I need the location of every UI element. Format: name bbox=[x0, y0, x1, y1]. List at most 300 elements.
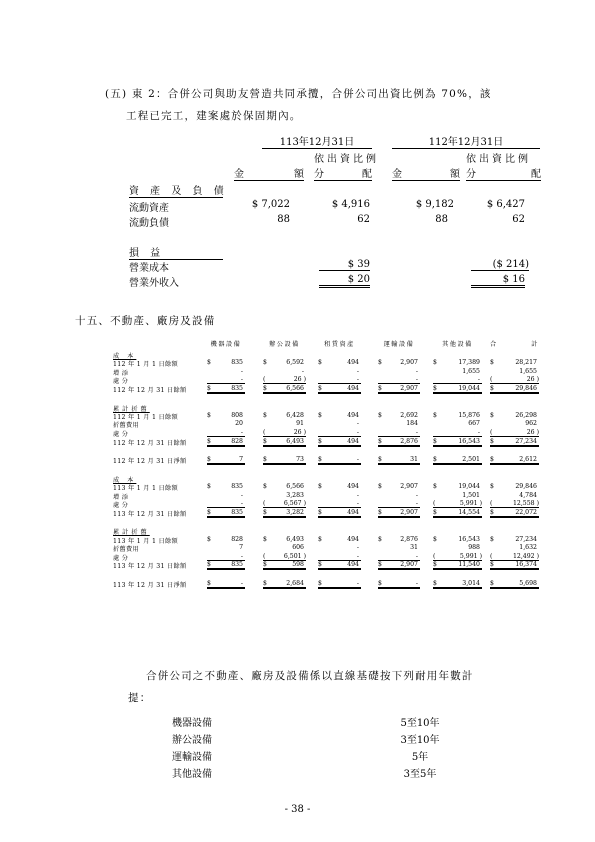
ppe-cell bbox=[207, 429, 245, 437]
ppe-cell bbox=[263, 561, 306, 570]
ppe-cell bbox=[433, 492, 482, 499]
ppe-cell bbox=[490, 492, 539, 499]
ppe-cell bbox=[263, 536, 306, 543]
ppe-cell bbox=[433, 376, 482, 384]
cell-value: 2,907 bbox=[400, 508, 418, 516]
cell-value: - bbox=[356, 580, 359, 587]
ppe-block-title: 累計折舊 bbox=[113, 529, 150, 537]
cell-value: 2,612 bbox=[519, 456, 537, 464]
ppe-cell bbox=[318, 536, 361, 543]
jv-note-line-2: 工程已完工，建案處於保固期內。 bbox=[126, 110, 302, 122]
jv-share-label-right: 配 bbox=[362, 169, 372, 180]
ppe-cell bbox=[318, 368, 361, 375]
ppe-cell bbox=[207, 536, 245, 543]
currency-symbol: $ bbox=[263, 437, 267, 445]
cell-value: 73 bbox=[296, 456, 304, 464]
ppe-cell bbox=[490, 509, 539, 518]
cell-value: 835 bbox=[231, 385, 243, 392]
cell-value: 4,784 bbox=[519, 491, 537, 499]
ppe-cell bbox=[263, 412, 306, 419]
ppe-cell bbox=[433, 561, 482, 570]
jv-row-label: 流動資產 bbox=[129, 203, 169, 214]
ppe-cell bbox=[207, 553, 245, 561]
ppe-cell bbox=[263, 420, 306, 427]
cell-value: 828 bbox=[231, 437, 243, 445]
cell-value: 494 bbox=[347, 561, 359, 569]
currency-symbol: $ bbox=[318, 359, 322, 367]
cell-value: - bbox=[240, 491, 243, 499]
ppe-cell bbox=[433, 509, 482, 518]
cell-value: 14,554 bbox=[458, 508, 480, 516]
ppe-cell bbox=[433, 429, 482, 437]
currency-symbol: $ bbox=[378, 483, 382, 490]
ppe-cell bbox=[378, 376, 420, 384]
jv-cell: $ 20 bbox=[319, 274, 370, 288]
cell-value: - bbox=[415, 580, 418, 587]
cell-value: - bbox=[240, 552, 243, 560]
ppe-cell bbox=[318, 376, 361, 384]
ppe-cell bbox=[433, 359, 482, 366]
cell-value: - bbox=[415, 491, 418, 499]
ppe-cell bbox=[490, 429, 539, 437]
ppe-cell bbox=[378, 483, 420, 490]
ppe-cell bbox=[263, 359, 306, 366]
currency-symbol: $ bbox=[433, 385, 437, 392]
ppe-cell bbox=[318, 492, 361, 499]
asset-life: 5至10年 bbox=[400, 718, 440, 729]
ppe-row-label: 112 年 1 月 1 日餘額 bbox=[113, 361, 178, 369]
cell-value: - bbox=[240, 580, 243, 587]
ppe-cell bbox=[263, 544, 306, 551]
ppe-cell bbox=[318, 509, 361, 518]
cell-value: 16,543 bbox=[458, 437, 480, 445]
open-paren: ( bbox=[263, 500, 266, 508]
jv-cell: $ 4,916 bbox=[331, 199, 370, 210]
open-paren: ( bbox=[263, 552, 266, 560]
currency-symbol: $ bbox=[318, 483, 322, 490]
jv-share-label-left: 分 bbox=[314, 169, 324, 180]
ppe-cell bbox=[378, 359, 420, 366]
currency-symbol: $ bbox=[433, 411, 437, 419]
ppe-cell bbox=[378, 553, 420, 561]
cell-value: 828 bbox=[231, 535, 243, 543]
cell-value: 2,876 bbox=[400, 437, 418, 445]
cell-value: 962 bbox=[525, 420, 537, 428]
jv-cell: $ 9,182 bbox=[415, 199, 454, 210]
currency-symbol: $ bbox=[318, 411, 322, 419]
ppe-cell bbox=[378, 509, 420, 518]
cell-value: 27,234 bbox=[515, 535, 537, 543]
cell-value: 1,632 bbox=[519, 544, 537, 552]
ppe-cell bbox=[490, 483, 539, 490]
ppe-column-header: 租賃資產 bbox=[324, 341, 355, 348]
currency-symbol: $ bbox=[490, 580, 494, 587]
jv-note-line-1: (五) 東 2：合併公司與助友營造共同承攬，合併公司出資比例為 70%，該 bbox=[105, 88, 492, 100]
asset-name: 其他設備 bbox=[172, 769, 212, 780]
currency-symbol: $ bbox=[207, 437, 211, 445]
jv-cell: $ 39 bbox=[319, 259, 370, 271]
cell-value: - bbox=[356, 544, 359, 552]
ppe-cell bbox=[490, 580, 539, 589]
currency-symbol: $ bbox=[490, 535, 494, 543]
ppe-cell bbox=[207, 544, 245, 551]
section-15-title: 十五、不動產、廠房及設備 bbox=[75, 315, 216, 327]
currency-symbol: $ bbox=[263, 385, 267, 392]
cell-value: - bbox=[240, 500, 243, 508]
cell-value: 1,655 bbox=[462, 367, 480, 375]
open-paren: ( bbox=[433, 500, 436, 508]
cell-value: - bbox=[477, 376, 480, 384]
ppe-cell bbox=[207, 580, 245, 589]
ppe-cell bbox=[378, 536, 420, 543]
ppe-cell bbox=[490, 359, 539, 366]
ppe-cell bbox=[490, 385, 539, 394]
cell-value: 91 bbox=[296, 420, 304, 428]
cell-value: 26 ) bbox=[526, 376, 539, 384]
cell-value: 494 bbox=[347, 385, 359, 392]
cell-value: - bbox=[356, 491, 359, 499]
ppe-cell bbox=[433, 456, 482, 465]
cell-value: 15,876 bbox=[458, 411, 480, 419]
cell-value: 6,566 bbox=[286, 483, 304, 490]
cell-value: - bbox=[356, 367, 359, 375]
jv-cell: ($ 214) bbox=[471, 259, 529, 271]
cell-value: - bbox=[356, 552, 359, 560]
cell-value: 26 ) bbox=[526, 429, 539, 436]
ppe-row-label: 112 年 1 月 1 日餘額 bbox=[113, 413, 178, 421]
ppe-cell bbox=[263, 376, 306, 384]
open-paren: ( bbox=[263, 429, 266, 436]
cell-value: 1,655 bbox=[519, 367, 537, 375]
currency-symbol: $ bbox=[263, 483, 267, 490]
ppe-column-header: 機器設備 bbox=[210, 341, 242, 348]
cell-value: - bbox=[240, 429, 243, 436]
cell-value: 6,592 bbox=[286, 359, 304, 367]
ppe-cell bbox=[433, 412, 482, 419]
ppe-row-label: 處 分 bbox=[113, 378, 129, 386]
open-paren: ( bbox=[490, 500, 493, 508]
ppe-cell bbox=[490, 420, 539, 427]
ppe-cell bbox=[433, 483, 482, 490]
cell-value: - bbox=[356, 429, 359, 436]
cell-value: 598 bbox=[292, 561, 304, 569]
cell-value: - bbox=[301, 367, 304, 375]
ppe-row-label: 112 年 12 月 31 日餘額 bbox=[113, 439, 187, 447]
cell-value: 31 bbox=[410, 544, 418, 552]
currency-symbol: $ bbox=[318, 456, 322, 464]
cell-value: 3,282 bbox=[286, 508, 304, 516]
currency-symbol: $ bbox=[490, 483, 494, 490]
ppe-row-label: 113 年 12 月 31 日淨額 bbox=[113, 582, 187, 589]
open-paren: ( bbox=[490, 376, 493, 384]
currency-symbol: $ bbox=[433, 483, 437, 490]
ppe-cell bbox=[207, 359, 245, 366]
ppe-cell bbox=[263, 580, 306, 589]
currency-symbol: $ bbox=[207, 359, 211, 367]
currency-symbol: $ bbox=[263, 561, 267, 569]
cell-value: - bbox=[415, 500, 418, 508]
currency-symbol: $ bbox=[318, 580, 322, 587]
cell-value: 22,072 bbox=[515, 508, 537, 516]
jv-cell: $ 6,427 bbox=[486, 199, 525, 210]
ppe-cell bbox=[378, 544, 420, 551]
ppe-cell bbox=[490, 553, 539, 561]
jv-cell: 62 bbox=[512, 214, 525, 225]
currency-symbol: $ bbox=[378, 535, 382, 543]
jv-cell: $ 16 bbox=[471, 274, 525, 288]
asset-life: 5年 bbox=[411, 752, 429, 763]
ppe-cell bbox=[433, 368, 482, 375]
cell-value: 3,283 bbox=[286, 491, 304, 499]
currency-symbol: $ bbox=[207, 385, 211, 392]
ppe-cell bbox=[490, 500, 539, 508]
ppe-cell bbox=[318, 561, 361, 570]
cell-value: 20 bbox=[235, 420, 243, 428]
ppe-cell bbox=[490, 412, 539, 419]
ppe-row-label: 處 分 bbox=[113, 554, 129, 562]
useful-life-intro-line-1: 合併公司之不動產、廠房及設備係以直線基礎按下列耐用年數計 bbox=[146, 670, 474, 682]
ppe-row-label: 113 年 12 月 31 日餘額 bbox=[113, 563, 187, 571]
ppe-cell bbox=[490, 544, 539, 551]
ppe-cell bbox=[378, 456, 420, 465]
ppe-cell bbox=[207, 376, 245, 384]
currency-symbol: $ bbox=[207, 508, 211, 516]
ppe-row-label: 增 添 bbox=[113, 493, 129, 501]
cell-value: 835 bbox=[231, 483, 243, 490]
cell-value: 494 bbox=[347, 508, 359, 516]
cell-value: 835 bbox=[231, 359, 243, 367]
jv-cell: 88 bbox=[277, 214, 290, 225]
ppe-block-title: 成 本 bbox=[113, 353, 137, 360]
currency-symbol: $ bbox=[207, 561, 211, 569]
asset-life: 3至5年 bbox=[403, 769, 437, 780]
currency-symbol: $ bbox=[490, 456, 494, 464]
currency-symbol: $ bbox=[263, 359, 267, 367]
jv-amount-header-113 bbox=[234, 165, 304, 181]
currency-symbol: $ bbox=[263, 535, 267, 543]
jv-share-label-right: 配 bbox=[531, 169, 541, 180]
cell-value: - bbox=[240, 367, 243, 375]
ppe-cell bbox=[207, 561, 245, 570]
jv-amount-label-right: 額 bbox=[294, 169, 304, 180]
jv-cell: 62 bbox=[357, 214, 370, 225]
ppe-cell bbox=[378, 500, 420, 508]
ppe-cell bbox=[318, 412, 361, 419]
currency-symbol: $ bbox=[207, 535, 211, 543]
cell-value: 17,389 bbox=[458, 359, 480, 367]
ppe-cell bbox=[433, 580, 482, 589]
ppe-block-title: 累計折舊 bbox=[113, 405, 150, 413]
currency-symbol: $ bbox=[433, 580, 437, 587]
ppe-column-header: 其他設備 bbox=[442, 341, 473, 348]
ppe-cell bbox=[378, 438, 420, 447]
cell-value: 2,501 bbox=[462, 456, 480, 464]
jv-cell: 88 bbox=[435, 214, 448, 225]
currency-symbol: $ bbox=[378, 437, 382, 445]
currency-symbol: $ bbox=[490, 411, 494, 419]
ppe-cell bbox=[263, 438, 306, 447]
ppe-cell bbox=[433, 420, 482, 427]
ppe-row-label: 113 年 12 月 31 日餘額 bbox=[113, 510, 187, 518]
currency-symbol: $ bbox=[263, 411, 267, 419]
ppe-cell bbox=[318, 420, 361, 427]
ppe-row-label: 處 分 bbox=[113, 502, 129, 510]
currency-symbol: $ bbox=[207, 483, 211, 490]
cell-value: 2,907 bbox=[400, 359, 418, 367]
currency-symbol: $ bbox=[207, 580, 211, 587]
cell-value: 6,493 bbox=[286, 535, 304, 543]
ppe-cell bbox=[378, 492, 420, 499]
jv-pct-header-112: 依出資比例 bbox=[466, 154, 531, 165]
ppe-row-label: 112 年 12 月 31 日餘額 bbox=[113, 387, 187, 394]
ppe-cell bbox=[263, 553, 306, 561]
jv-share-header-113 bbox=[314, 165, 372, 181]
cell-value: 2,684 bbox=[286, 580, 304, 587]
cell-value: - bbox=[415, 429, 418, 436]
asset-name: 運輸設備 bbox=[172, 752, 212, 763]
ppe-cell bbox=[433, 544, 482, 551]
ppe-cell bbox=[433, 553, 482, 561]
ppe-cell bbox=[263, 385, 306, 394]
ppe-cell bbox=[207, 492, 245, 499]
cell-value: 7 bbox=[239, 544, 243, 552]
currency-symbol: $ bbox=[318, 561, 322, 569]
cell-value: 184 bbox=[406, 420, 418, 428]
ppe-cell bbox=[433, 438, 482, 447]
jv-row-label: 營業外收入 bbox=[129, 278, 179, 289]
jv-header-112: 112年12月31日 bbox=[392, 133, 540, 149]
cell-value: 2,692 bbox=[400, 411, 418, 419]
currency-symbol: $ bbox=[378, 359, 382, 367]
ppe-row-label: 折舊費用 bbox=[113, 546, 139, 554]
currency-symbol: $ bbox=[318, 385, 322, 392]
cell-value: 5,991 ) bbox=[459, 552, 482, 560]
jv-amount-header-112 bbox=[392, 165, 460, 181]
currency-symbol: $ bbox=[318, 535, 322, 543]
jv-cell: $ 7,022 bbox=[251, 199, 290, 210]
cell-value: 988 bbox=[468, 544, 480, 552]
useful-life-intro-line-2: 提： bbox=[128, 692, 152, 704]
currency-symbol: $ bbox=[433, 508, 437, 516]
cell-value: 31 bbox=[410, 456, 418, 464]
currency-symbol: $ bbox=[433, 437, 437, 445]
cell-value: - bbox=[415, 367, 418, 375]
cell-value: 2,876 bbox=[400, 535, 418, 543]
jv-header-113: 113年12月31日 bbox=[262, 133, 372, 149]
cell-value: - bbox=[356, 376, 359, 384]
cell-value: 494 bbox=[347, 437, 359, 445]
ppe-cell bbox=[490, 368, 539, 375]
cell-value: 835 bbox=[231, 561, 243, 569]
currency-symbol: $ bbox=[263, 508, 267, 516]
asset-name: 辦公設備 bbox=[172, 735, 212, 746]
cell-value: - bbox=[356, 420, 359, 428]
ppe-cell bbox=[207, 438, 245, 447]
ppe-cell bbox=[318, 500, 361, 508]
ppe-cell bbox=[263, 483, 306, 490]
cell-value: 29,846 bbox=[515, 385, 537, 392]
ppe-row-label: 112 年 12 月 31 日淨額 bbox=[113, 458, 187, 466]
jv-row-label: 營業成本 bbox=[129, 263, 169, 274]
cell-value: 5,698 bbox=[519, 580, 537, 587]
cell-value: 2,907 bbox=[400, 561, 418, 569]
ppe-cell bbox=[263, 500, 306, 508]
ppe-cell bbox=[433, 500, 482, 508]
cell-value: 835 bbox=[231, 508, 243, 516]
cell-value: 2,907 bbox=[400, 483, 418, 490]
currency-symbol: $ bbox=[318, 508, 322, 516]
jv-share-label-left: 分 bbox=[466, 169, 476, 180]
cell-value: 3,014 bbox=[462, 580, 480, 587]
page-number: - 38 - bbox=[284, 804, 311, 815]
ppe-cell bbox=[263, 456, 306, 465]
currency-symbol: $ bbox=[378, 580, 382, 587]
ppe-cell bbox=[378, 429, 420, 437]
ppe-cell bbox=[207, 509, 245, 518]
ppe-cell bbox=[490, 561, 539, 570]
currency-symbol: $ bbox=[433, 359, 437, 367]
cell-value: - bbox=[477, 429, 480, 436]
cell-value: 27,234 bbox=[515, 437, 537, 445]
cell-value: 12,558 ) bbox=[512, 500, 539, 508]
currency-symbol: $ bbox=[433, 561, 437, 569]
cell-value: 7 bbox=[239, 456, 243, 464]
currency-symbol: $ bbox=[263, 456, 267, 464]
ppe-cell bbox=[378, 420, 420, 427]
ppe-column-header: 合 計 bbox=[490, 341, 539, 348]
asset-life: 3至10年 bbox=[400, 735, 440, 746]
cell-value: 26 ) bbox=[293, 376, 306, 384]
cell-value: - bbox=[356, 500, 359, 508]
cell-value: 6,501 ) bbox=[283, 552, 306, 560]
currency-symbol: $ bbox=[433, 456, 437, 464]
cell-value: 606 bbox=[292, 544, 304, 552]
cell-value: 12,492 ) bbox=[512, 552, 539, 560]
currency-symbol: $ bbox=[490, 508, 494, 516]
ppe-cell bbox=[207, 385, 245, 394]
ppe-cell bbox=[490, 456, 539, 465]
ppe-cell bbox=[378, 368, 420, 375]
ppe-cell bbox=[207, 420, 245, 427]
ppe-cell bbox=[318, 580, 361, 589]
open-paren: ( bbox=[490, 429, 493, 436]
currency-symbol: $ bbox=[207, 456, 211, 464]
cell-value: 19,044 bbox=[458, 483, 480, 490]
ppe-cell bbox=[318, 438, 361, 447]
cell-value: 16,374 bbox=[515, 561, 537, 569]
jv-row-label: 流動負債 bbox=[129, 218, 169, 229]
ppe-cell bbox=[318, 359, 361, 366]
cell-value: 808 bbox=[231, 411, 243, 419]
ppe-cell bbox=[378, 580, 420, 589]
open-paren: ( bbox=[263, 376, 266, 384]
ppe-row-label: 處 分 bbox=[113, 431, 129, 438]
ppe-cell bbox=[318, 553, 361, 561]
currency-symbol: $ bbox=[378, 561, 382, 569]
ppe-block-title: 成 本 bbox=[113, 476, 137, 484]
currency-symbol: $ bbox=[263, 580, 267, 587]
currency-symbol: $ bbox=[490, 359, 494, 367]
ppe-cell bbox=[207, 500, 245, 508]
cell-value: 28,217 bbox=[515, 359, 537, 367]
cell-value: 6,566 bbox=[286, 385, 304, 392]
ppe-cell bbox=[490, 376, 539, 384]
cell-value: - bbox=[356, 456, 359, 464]
currency-symbol: $ bbox=[207, 411, 211, 419]
jv-section-profit-loss: 損 益 bbox=[129, 244, 223, 260]
open-paren: ( bbox=[433, 552, 436, 560]
cell-value: 494 bbox=[347, 535, 359, 543]
